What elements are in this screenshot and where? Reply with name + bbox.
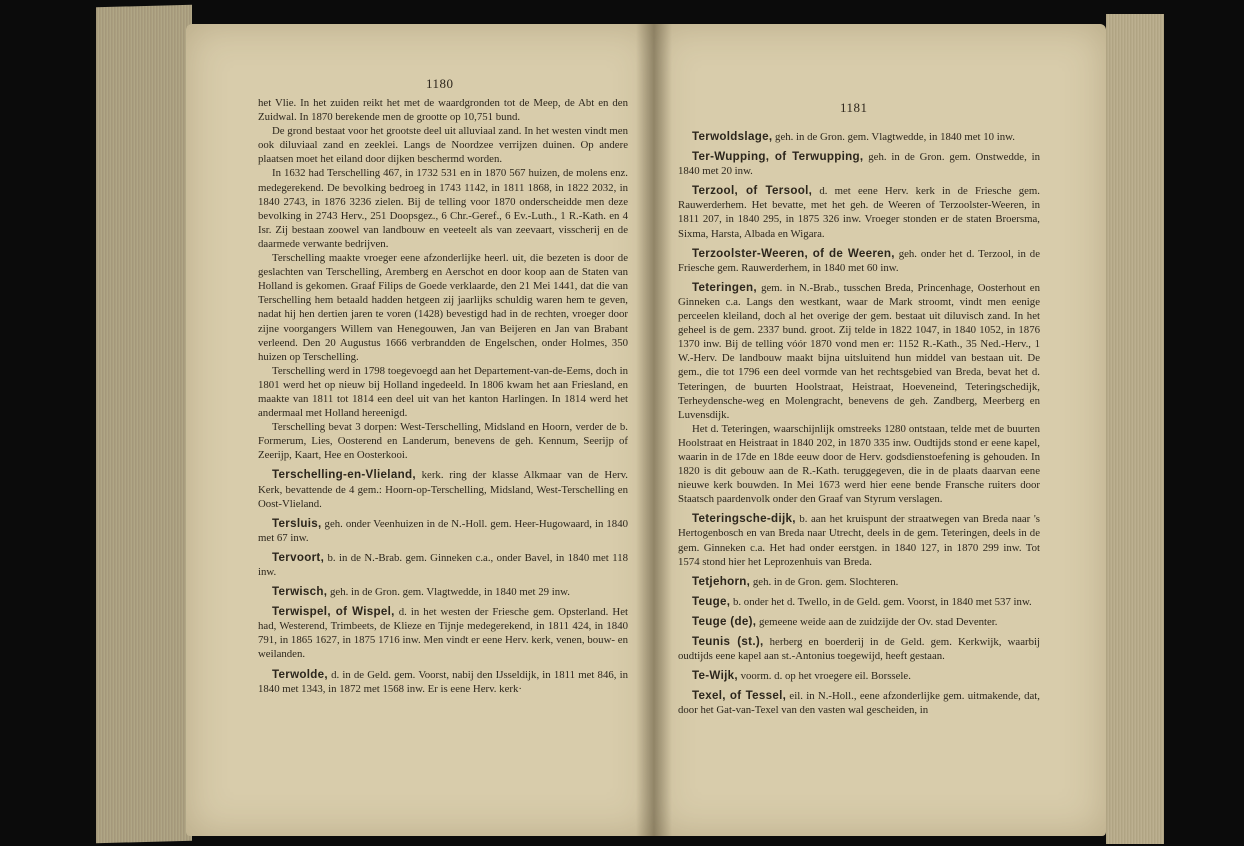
dictionary-entry — [258, 605, 628, 661]
paragraph-text: geh. in de Gron. gem. Onstwedde, in 1840 met 20 inw. — [678, 151, 1040, 178]
paragraph-text: geh. in de Gron. gem. Slochteren. — [750, 575, 899, 588]
dictionary-entry — [678, 689, 1040, 717]
dictionary-entry — [258, 668, 628, 696]
dictionary-entry — [678, 635, 1040, 663]
dictionary-entry — [678, 184, 1040, 240]
body-paragraph — [258, 166, 628, 251]
paragraph-text: In 1632 had Terschelling 467, in 1732 531 en in 1870 567 huizen, de molens enz. medegerekend. De bevolking bedroeg in 1743 1142, in 1811 1868, in 1822 2032, in 1840 2743, in 1876 3236 zielen. Bij de telling voor 1870 onderscheidde men deze bevolking in 2743 Herv., 251 Doopsgez., 6 Chr.-Geref., 6 Ev.-Luth., 1 R.-Kath. en 4 Isr. Zij bestaan zoowel van landbouw en veeteelt als van zeevaart, visscherij en de daarmede verwante bedrijven. — [258, 167, 628, 250]
entry-headword: Teunis (st.), — [692, 635, 764, 648]
paragraph-text: b. in de N.-Brab. gem. Ginneken c.a., onder Bavel, in 1840 met 118 inw. — [258, 551, 628, 578]
paragraph-text: Terschelling werd in 1798 toegevoegd aan het Departement-van-de-Eems, doch in 1801 werd het op nieuw bij Holland ingedeeld. In 1806 kwam het aan Friesland, en maakte van 1811 tot 1814 een deel uit van het kanton Harlingen. In 1814 werd het andermaal met Holland hereenigd. — [258, 364, 628, 420]
dictionary-entry — [678, 669, 1040, 683]
left-page-number: 1180 — [426, 76, 454, 91]
dictionary-entry — [258, 517, 628, 545]
paragraph-text: eil. in N.-Holl., eene afzonderlijke gem. uitmakende, dat, door het Gat-van-Texel van den vasten wal gescheiden, in — [678, 690, 1041, 717]
paragraph-text: herberg en boerderij in de Geld. gem. Kerkwijk, waarbij oudtijds eene kapel aan st.-Antonius toegewijd, heeft gestaan. — [678, 636, 1040, 663]
paragraph-text: d. in het westen der Friesche gem. Opsterland. Het had, Westerend, Trimbeets, de Klieze en Tijnje medegerekend, in 1811 424, in 1840 791, in 1865 1627, in 1875 1716 inw. Men vindt er eene Herv. kerk, venen, bouw- en weilanden. — [258, 606, 628, 661]
paragraph-text: gem. in N.-Brab., tusschen Breda, Princenhage, Oosterhout en Ginneken c.a. Langs den westkant, waar de Mark stroomt, vindt men eenige perceelen kleiland, doch al het overige der gem. bestaat uit diluvisch zand. In het geheel is de gem. 2337 bund. groot. Zij telde in 1822 1047, in 1840 1052, in 1876 1370 inw. Bij de telling vóór 1870 vond men er: 1152 R.-Kath., 35 Ned.-Herv., 1 W.-Herv. De landbouw maakt bijna uitsluitend hun middel van bestaan uit. De gem., die tot 1796 een deel vormde van het rechtsgebied van Breda, bevat het d. Teteringen, de buurten Hoolstraat, Heistraat, Hoeveneind, Teteringschedijk, Terheydensche-weg en Molengracht, benevens de geh. Zandberg, Meerberg en Luvensdijk. — [678, 281, 1040, 421]
body-paragraph — [258, 96, 628, 124]
dictionary-entry — [678, 150, 1040, 178]
entry-headword: Teteringsche-dijk, — [692, 512, 796, 526]
entry-headword: Tersluis, — [272, 516, 322, 530]
dictionary-entry — [258, 585, 628, 599]
body-paragraph — [258, 364, 628, 420]
entry-headword: Texel, of Tessel, — [692, 689, 787, 703]
entry-headword: Terzoolster-Weeren, of de Weeren, — [692, 246, 895, 260]
entry-headword: Tetjehorn, — [692, 574, 751, 588]
paragraph-text: b. aan het kruispunt der straatwegen van Breda naar 's Hertogenbosch en van Breda naar Utrecht, deels in de gem. Teteringen, deels in de gem. Ginneken c.a. Het had onder eerstgen. in 1840 127, in 1870 299 inw. Tot 1574 stond hier het Leprozenhuis van Breda. — [678, 513, 1040, 568]
entry-headword: Teuge, — [692, 594, 731, 608]
dictionary-entry — [678, 247, 1040, 275]
paragraph-text: Terschelling maakte vroeger eene afzonderlijke heerl. uit, die bezeten is door de geslachten van Terschelling, Aremberg en Aerschot en door koop aan de Staten van Holland is gekomen. Graaf Filips de Goede verklaarde, den 21 Mei 1441, dat die van Terschelling hem betaald hadden hetgeen zij jaarlijks schuldig waren hem te geven, nadat hij hen dertien jaren te voren (1428) bevestigd had in de rechten, vroeger door zijne voorgangers Willem van Henegouwen, Jan van Beijeren en Jan van Brabant verleend. Den 20 Augustus 1666 verbrandden de Engelschen, onder Holmes, 350 huizen op Terschelling. — [258, 252, 628, 363]
entry-headword: Terwispel, of Wispel, — [272, 605, 395, 619]
paragraph-text: voorm. d. op het vroegere eil. Borssele. — [737, 670, 911, 683]
paragraph-text: geh. onder Veenhuizen in de N.-Holl. gem. Heer-Hugowaard, in 1840 met 67 inw. — [258, 517, 628, 544]
right-page-stack-edge — [1106, 14, 1164, 844]
paragraph-text: geh. in de Gron. gem. Vlagtwedde, in 1840 met 29 inw. — [327, 586, 570, 599]
paragraph-text: gemeene weide aan de zuidzijde der Ov. stad Deventer. — [756, 615, 998, 628]
entry-headword: Terschelling-en-Vlieland, — [272, 468, 416, 482]
paragraph-text: d. in de Geld. gem. Voorst, nabij den IJsseldijk, in 1811 met 846, in 1840 met 1343, in 1872 met 1568 inw. Er is eene Herv. kerk· — [258, 668, 628, 695]
body-paragraph — [258, 124, 628, 166]
dictionary-entry — [678, 615, 1040, 629]
paragraph-text: geh. onder het d. Terzool, in de Friesche gem. Rauwerderhem, in 1840 met 60 inw. — [678, 247, 1040, 274]
body-paragraph — [258, 420, 628, 462]
paragraph-text: b. onder het d. Twello, in de Geld. gem. Voorst, in 1840 met 537 inw. — [730, 595, 1032, 608]
entry-headword: Teteringen, — [692, 280, 757, 294]
book-gutter — [636, 24, 672, 836]
paragraph-text: Het d. Teteringen, waarschijnlijk omstreeks 1280 ontstaan, telde met de buurten Hoolstraat en Heistraat in 1840 202, in 1870 335 inw. Oudtijds stond er eene kapel, waarin in de 17de en 18de eeuw door de Herv. godsdienstoefening is gehouden. In 1820 is dit gebouw aan de R.-Kath. teruggegeven, die in de plaats daarvan eene nieuwe kerk bouwden. In Mei 1673 werd hier eene bende Fransche ruiters door Staatsch paardenvolk onder den Graaf van Styrum verslagen. — [678, 422, 1040, 506]
paragraph-text: kerk. ring der klasse Alkmaar van de Herv. Kerk, bevattende de 4 gem.: Hoorn-op-Terschelling, Midsland, West-Terschelling en Oost-Vlieland. — [258, 469, 628, 510]
right-text-column — [678, 124, 1040, 717]
dictionary-entry — [678, 512, 1040, 568]
entry-headword: Teuge (de), — [692, 614, 757, 628]
entry-headword: Terwisch, — [272, 585, 328, 599]
entry-headword: Te-Wijk, — [692, 669, 738, 683]
dictionary-entry — [678, 281, 1040, 422]
entry-headword: Tervoort, — [272, 550, 325, 564]
entry-headword: Ter-Wupping, of Terwupping, — [692, 150, 864, 164]
body-paragraph — [678, 422, 1040, 507]
dictionary-entry — [258, 551, 628, 579]
paragraph-text: Terschelling bevat 3 dorpen: West-Terschelling, Midsland en Hoorn, verder de b. Formerum, Lies, Oosterend en Landerum, benevens de geh. Kennum, Seerijp of Zeerijp, Kaart, Hee en Oosterkooi. — [258, 421, 628, 462]
paragraph-text: De grond bestaat voor het grootste deel uit alluviaal zand. In het westen vindt men ook diluviaal zand en zeeklei. Langs de Noordzee verrijzen duinen. Op andere plaatsen moet het eiland door dijken beschermd worden. — [258, 125, 628, 166]
dictionary-entry — [678, 595, 1040, 609]
entry-headword: Terwolde, — [272, 667, 328, 681]
left-text-column — [258, 96, 628, 696]
paragraph-text: geh. in de Gron. gem. Vlagtwedde, in 1840 met 10 inw. — [772, 131, 1015, 143]
body-paragraph — [258, 251, 628, 364]
paragraph-text: het Vlie. In het zuiden reikt het met de waardgronden tot de Meep, de Abt en den Zuidwal. In 1870 berekende men de grootte op 10,751 bund. — [258, 97, 628, 124]
dictionary-entry — [678, 575, 1040, 589]
dictionary-entry — [258, 468, 628, 510]
paragraph-text: d. met eene Herv. kerk in de Friesche gem. Rauwerderhem. Het bevatte, met het geh. de Weeren of Terzoolster-Weeren, in 1811 207, in 1840 295, in 1875 326 inw. Vroeger stonden er de staten Broersma, Sixma, Harsta, Albada en Wigara. — [678, 185, 1041, 240]
dictionary-entry — [678, 130, 1040, 144]
entry-headword: Terzool, of Tersool, — [692, 184, 813, 198]
right-page-number: 1181 — [840, 100, 868, 115]
left-page-stack-edge — [96, 5, 192, 844]
entry-headword: Terwoldslage, — [692, 130, 773, 143]
